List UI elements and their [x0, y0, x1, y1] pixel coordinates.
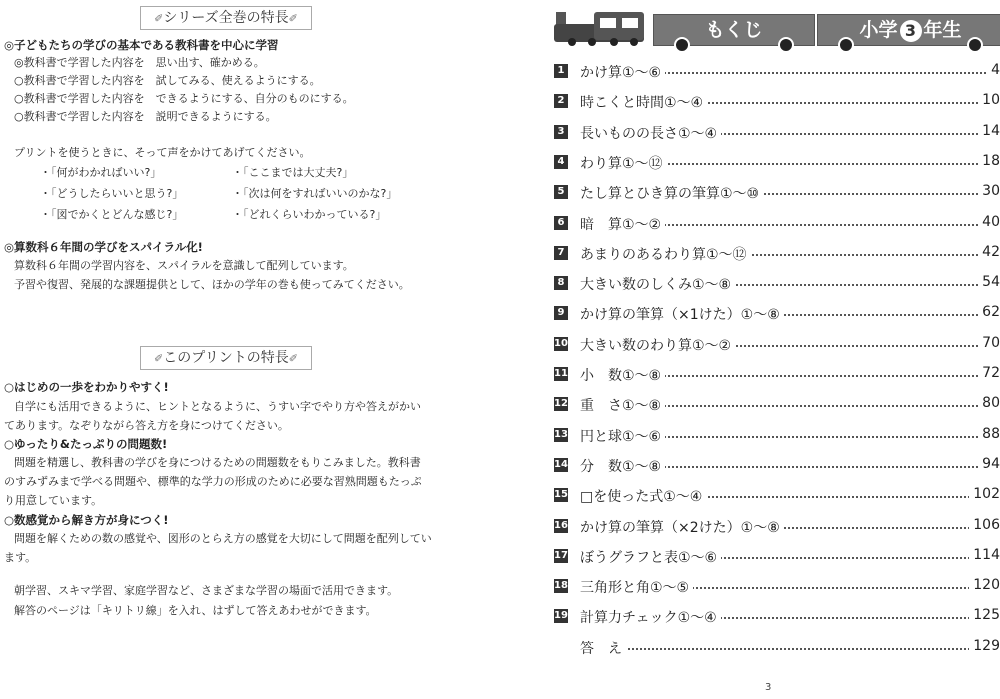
chapter-number: 5: [554, 185, 568, 199]
chapter-title: □を使った式①〜④: [580, 486, 706, 506]
phrase: ・「次は何をすればいいのかな?」: [232, 187, 398, 200]
chapter-number: 2: [554, 94, 568, 108]
page-number: 3: [765, 682, 772, 693]
pencil-icon: ✐: [288, 12, 298, 25]
series-line: ○教科書で学習した内容を できるようにする、自分のものにする。: [14, 92, 354, 105]
chapter-page: 129: [969, 638, 1000, 654]
toc-title-car: [653, 14, 815, 46]
chapter-page: 125: [969, 607, 1000, 623]
series-features-title: [140, 6, 312, 30]
chapter-page: 94: [978, 456, 1000, 472]
toc-row: [548, 454, 1000, 478]
phrase: ・「何がわかればいい?」: [40, 166, 162, 179]
series-line: ◎教科書で学習した内容を 思い出す、確かめる。: [14, 56, 265, 69]
chapter-title: 答 え: [580, 638, 626, 658]
right-page: [548, 0, 1000, 699]
wheel-icon: [674, 37, 690, 53]
chapter-title: 時こくと時間①〜④: [580, 92, 707, 112]
chapter-title: 三角形と角①〜⑤: [580, 577, 693, 597]
closing-line: 朝学習、スキマ学習、家庭学習など、さまざまな学習の場面で活用できます。: [14, 584, 399, 597]
chapter-number: 7: [554, 246, 568, 260]
chapter-page: 10: [978, 92, 1000, 108]
chapter-page: 30: [978, 183, 1000, 199]
toc-row: [548, 545, 1000, 569]
toc-row: [548, 575, 1000, 599]
toc-row: [548, 484, 1000, 508]
chapter-title: ぼうグラフと表①〜⑥: [580, 547, 721, 567]
chapter-title: わり算①〜⑫: [580, 153, 667, 173]
grade-car: [817, 14, 1000, 46]
chapter-title: 暗 算①〜②: [580, 214, 665, 234]
toc-row: [548, 424, 1000, 448]
chapter-number: 10: [554, 337, 568, 349]
toc-row: [548, 212, 1000, 236]
grade-number-badge: 3: [900, 20, 922, 42]
toc-row: [548, 181, 1000, 205]
chapter-page: 88: [978, 426, 1000, 442]
toc-row: [548, 515, 1000, 539]
chapter-page: 120: [969, 577, 1000, 593]
series-line: 予習や復習、発展的な課題提供として、ほかの学年の巻も使ってみてください。: [14, 278, 410, 291]
dot-leader: [580, 648, 994, 650]
series-line: ○教科書で学習した内容を 説明できるようにする。: [14, 110, 277, 123]
pencil-icon: ✐: [154, 352, 164, 365]
chapter-title: 円と球①〜⑥: [580, 426, 665, 446]
chapter-number: 6: [554, 216, 568, 230]
toc-title: もくじ: [705, 19, 763, 41]
toc-row: [548, 636, 1000, 660]
chapter-number: 17: [554, 549, 568, 561]
wheel-icon: [778, 37, 794, 53]
chapter-title: 重 さ①〜⑧: [580, 395, 665, 415]
toc-row: [548, 605, 1000, 629]
chapter-number: 8: [554, 276, 568, 290]
chapter-page: 40: [978, 214, 1000, 230]
series-line: 算数科６年間の学習内容を、スパイラルを意識して配列しています。: [14, 259, 354, 272]
chapter-number: 18: [554, 580, 568, 592]
phrase: ・「どれくらいわかっている?」: [232, 208, 387, 221]
feature-line: り用意しています。: [4, 494, 103, 507]
feature-heading-2: ○ゆったり&たっぷりの問題数!: [4, 437, 168, 451]
chapter-page: 42: [978, 244, 1000, 260]
closing-line: 解答のページは「キリトリ線」を入れ、はずして答えあわせができます。: [14, 604, 377, 617]
toc-row: [548, 242, 1000, 266]
chapter-number: 15: [554, 489, 568, 501]
chapter-number: 11: [554, 368, 568, 379]
chapter-number: 3: [554, 125, 568, 139]
feature-heading-1: ○はじめの一歩をわかりやすく!: [4, 380, 169, 394]
left-page: [0, 0, 470, 699]
toc-row: [548, 121, 1000, 145]
toc-row: [548, 90, 1000, 114]
chapter-page: 4: [987, 62, 1000, 78]
chapter-page: 72: [978, 365, 1000, 381]
chapter-number: 16: [554, 519, 568, 531]
pencil-icon: ✐: [154, 12, 164, 25]
grade-suffix: 年生: [923, 19, 962, 41]
chapter-title: 大きい数のしくみ①〜⑧: [580, 274, 735, 294]
toc-row: [548, 363, 1000, 387]
chapter-number: 4: [554, 155, 568, 169]
chapter-page: 106: [969, 517, 1000, 533]
chapter-number: 1: [554, 64, 568, 78]
chapter-number: 13: [554, 428, 568, 440]
phrase-grid: [40, 164, 420, 227]
feature-line: 自学にも活用できるように、ヒントとなるように、うすい字でやり方や答えがかい: [14, 400, 421, 413]
chapter-number: 19: [554, 610, 568, 622]
feature-heading-3: ○数感覚から解き方が身につく!: [4, 513, 169, 527]
train-header: [554, 4, 994, 52]
pencil-icon: ✐: [288, 352, 298, 365]
locomotive-icon: [554, 10, 649, 46]
series-features-title-text: シリーズ全巻の特長: [163, 10, 289, 26]
toc-row: [548, 302, 1000, 326]
chapter-title: かけ算①〜⑥: [580, 62, 665, 82]
feature-line: のすみずみまで学べる問題や、標準的な学力の形成のために必要な習熟問題もたっぷ: [4, 475, 422, 488]
chapter-title: たし算とひき算の筆算①〜⑩: [580, 183, 763, 203]
chapter-title: 長いものの長さ①〜④: [580, 123, 721, 143]
chapter-title: かけ算の筆算（×2けた）①〜⑧: [580, 517, 784, 537]
chapter-page: 54: [978, 274, 1000, 290]
chapter-title: かけ算の筆算（×1けた）①〜⑧: [580, 304, 784, 324]
toc-row: [548, 151, 1000, 175]
chapter-page: 102: [969, 486, 1000, 502]
chapter-number: 9: [554, 306, 568, 320]
print-intro: プリントを使うときに、そって声をかけてあげてください。: [14, 146, 311, 159]
chapter-page: 70: [978, 335, 1000, 351]
chapter-title: 分 数①〜⑧: [580, 456, 665, 476]
chapter-title: あまりのあるわり算①〜⑫: [580, 244, 751, 264]
series-heading-1: ◎子どもたちの学びの基本である教科書を中心に学習: [4, 38, 279, 52]
chapter-number: 12: [554, 398, 568, 410]
phrase: ・「図でかくとどんな感じ?」: [40, 208, 184, 221]
chapter-page: 114: [969, 547, 1000, 563]
wheel-icon: [967, 37, 983, 53]
toc-row: [548, 60, 1000, 84]
series-heading-2: ◎算数科６年間の学びをスパイラル化!: [4, 240, 203, 254]
print-features-title-text: このプリントの特長: [163, 350, 289, 366]
chapter-page: 62: [978, 304, 1000, 320]
chapter-title: 計算力チェック①〜④: [580, 607, 721, 627]
feature-line: 問題を解くための数の感覚や、図形のとらえ方の感覚を大切にして問題を配列してい: [14, 532, 432, 545]
chapter-number: 14: [554, 458, 568, 470]
grade-prefix: 小学: [859, 19, 898, 41]
toc-row: [548, 393, 1000, 417]
chapter-title: 大きい数のわり算①〜②: [580, 335, 735, 355]
series-line: ○教科書で学習した内容を 試してみる、使えるようにする。: [14, 74, 321, 87]
print-features-title: [140, 346, 312, 370]
chapter-page: 80: [978, 395, 1000, 411]
wheel-icon: [838, 37, 854, 53]
feature-line: ます。: [4, 551, 37, 564]
phrase: ・「ここまでは大丈夫?」: [232, 166, 354, 179]
toc-row: [548, 272, 1000, 296]
feature-line: 問題を精選し、教科書の学びを身につけるための問題数をもりこみました。教科書: [14, 456, 421, 469]
feature-line: てあります。なぞりながら答え方を身につけてください。: [4, 419, 289, 432]
toc-row: [548, 333, 1000, 357]
chapter-page: 18: [978, 153, 1000, 169]
chapter-page: 14: [978, 123, 1000, 139]
phrase: ・「どうしたらいいと思う?」: [40, 187, 184, 200]
chapter-title: 小 数①〜⑧: [580, 365, 665, 385]
